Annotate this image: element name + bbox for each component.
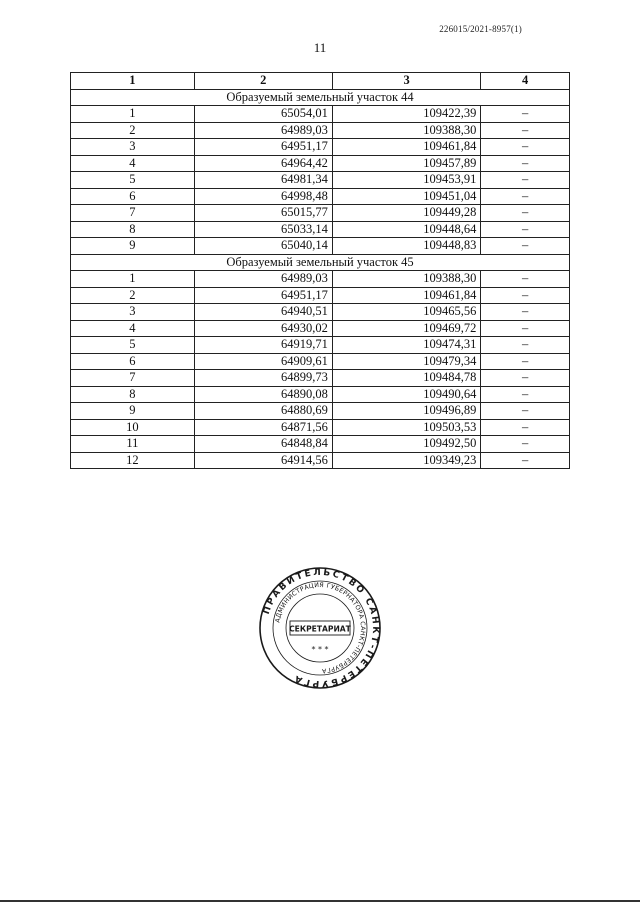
table-row [71,139,570,156]
y-coordinate: 109479,34 [332,353,480,370]
table-row [71,172,570,189]
column-4-value: – [481,205,570,222]
y-coordinate: 109451,04 [332,188,480,205]
stamp-center-text: СЕКРЕТАРИАТ [289,624,351,634]
point-number: 2 [71,287,195,304]
column-4-value: – [481,370,570,387]
table-row [71,205,570,222]
column-4-value: – [481,419,570,436]
stamp-inner-text: АДМИНИСТРАЦИЯ ГУБЕРНАТОРА САНКТ-ПЕТЕРБУРГА [274,581,367,675]
x-coordinate: 64940,51 [194,304,332,321]
x-coordinate: 64919,71 [194,337,332,354]
table-row [71,287,570,304]
column-header-1: 1 [71,73,195,90]
table-row [71,386,570,403]
point-number: 10 [71,419,195,436]
x-coordinate: 64951,17 [194,139,332,156]
x-coordinate: 64989,03 [194,122,332,139]
point-number: 5 [71,337,195,354]
table-row [71,238,570,255]
y-coordinate: 109461,84 [332,287,480,304]
y-coordinate: 109474,31 [332,337,480,354]
point-number: 4 [71,155,195,172]
y-coordinate: 109490,64 [332,386,480,403]
y-coordinate: 109349,23 [332,452,480,469]
table-row [71,155,570,172]
point-number: 7 [71,205,195,222]
column-4-value: – [481,172,570,189]
table-row [71,304,570,321]
column-4-value: – [481,386,570,403]
point-number: 11 [71,436,195,453]
x-coordinate: 64951,17 [194,287,332,304]
x-coordinate: 64871,56 [194,419,332,436]
point-number: 8 [71,386,195,403]
y-coordinate: 109448,64 [332,221,480,238]
secretariat-stamp [258,566,382,690]
table-row [71,353,570,370]
point-number: 8 [71,221,195,238]
table-row [71,436,570,453]
y-coordinate: 109469,72 [332,320,480,337]
y-coordinate: 109388,30 [332,122,480,139]
point-number: 9 [71,238,195,255]
column-4-value: – [481,320,570,337]
section-title: Образуемый земельный участок 44 [71,89,570,106]
column-header-4: 4 [481,73,570,90]
coordinates-table [70,72,570,469]
table-row [71,419,570,436]
y-coordinate: 109448,83 [332,238,480,255]
stamp-stars: * * * [311,645,329,654]
x-coordinate: 65033,14 [194,221,332,238]
y-coordinate: 109496,89 [332,403,480,420]
x-coordinate: 65040,14 [194,238,332,255]
column-4-value: – [481,353,570,370]
x-coordinate: 64981,34 [194,172,332,189]
x-coordinate: 64890,08 [194,386,332,403]
stamp-outer-text: ПРАВИТЕЛЬСТВО САНКТ-ПЕТЕРБУРГА [261,567,381,689]
point-number: 3 [71,139,195,156]
y-coordinate: 109461,84 [332,139,480,156]
column-4-value: – [481,106,570,123]
column-4-value: – [481,337,570,354]
y-coordinate: 109503,53 [332,419,480,436]
y-coordinate: 109449,28 [332,205,480,222]
column-header-2: 2 [194,73,332,90]
column-4-value: – [481,287,570,304]
table-row [71,122,570,139]
table-row [71,271,570,288]
section-title: Образуемый земельный участок 45 [71,254,570,271]
x-coordinate: 64914,56 [194,452,332,469]
bottom-rule [0,900,640,902]
x-coordinate: 65015,77 [194,205,332,222]
section-title-row [71,254,570,271]
x-coordinate: 64964,42 [194,155,332,172]
column-header-3: 3 [332,73,480,90]
x-coordinate: 64848,84 [194,436,332,453]
x-coordinate: 65054,01 [194,106,332,123]
x-coordinate: 64998,48 [194,188,332,205]
column-4-value: – [481,452,570,469]
table-row [71,221,570,238]
column-4-value: – [481,238,570,255]
point-number: 12 [71,452,195,469]
x-coordinate: 64930,02 [194,320,332,337]
table-row [71,370,570,387]
y-coordinate: 109484,78 [332,370,480,387]
y-coordinate: 109388,30 [332,271,480,288]
y-coordinate: 109453,91 [332,172,480,189]
table-row [71,106,570,123]
table-row [71,337,570,354]
point-number: 9 [71,403,195,420]
point-number: 6 [71,353,195,370]
table-row [71,452,570,469]
column-4-value: – [481,304,570,321]
point-number: 1 [71,271,195,288]
column-4-value: – [481,139,570,156]
table-row [71,403,570,420]
point-number: 7 [71,370,195,387]
x-coordinate: 64899,73 [194,370,332,387]
point-number: 4 [71,320,195,337]
point-number: 6 [71,188,195,205]
y-coordinate: 109457,89 [332,155,480,172]
table-row [71,320,570,337]
page-number: 11 [313,40,327,55]
table-row [71,188,570,205]
table-body [71,89,570,469]
document-id: 226015/2021-8957(1) [439,24,522,34]
y-coordinate: 109465,56 [332,304,480,321]
column-4-value: – [481,271,570,288]
point-number: 3 [71,304,195,321]
point-number: 2 [71,122,195,139]
y-coordinate: 109492,50 [332,436,480,453]
section-title-row [71,89,570,106]
point-number: 1 [71,106,195,123]
column-4-value: – [481,436,570,453]
column-4-value: – [481,188,570,205]
y-coordinate: 109422,39 [332,106,480,123]
x-coordinate: 64880,69 [194,403,332,420]
point-number: 5 [71,172,195,189]
column-4-value: – [481,221,570,238]
x-coordinate: 64989,03 [194,271,332,288]
table-header-row [71,73,570,90]
x-coordinate: 64909,61 [194,353,332,370]
column-4-value: – [481,155,570,172]
column-4-value: – [481,403,570,420]
column-4-value: – [481,122,570,139]
